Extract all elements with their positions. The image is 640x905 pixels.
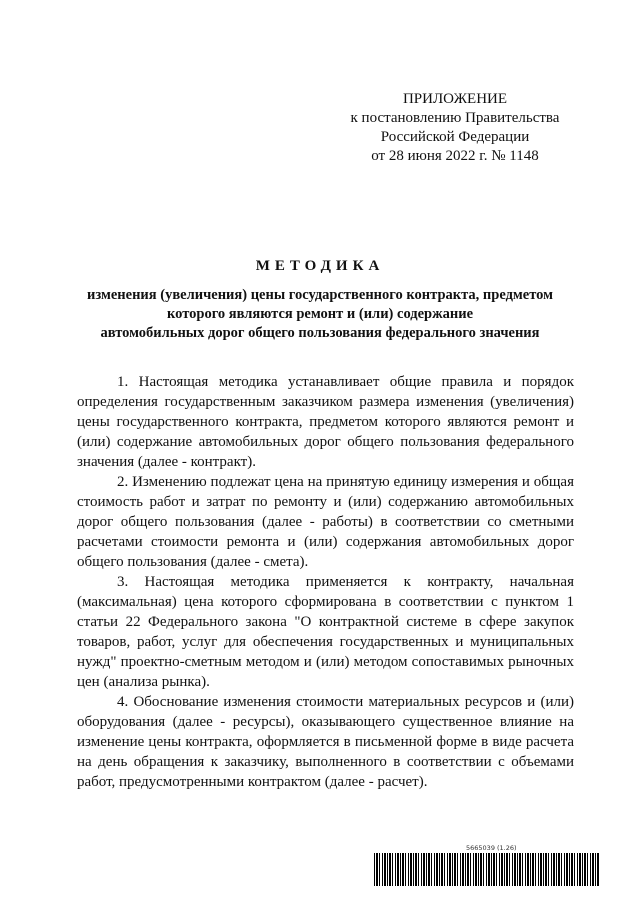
appendix-header bbox=[330, 90, 580, 166]
paragraph-4: 4. Обоснование изменения стоимости материальных ресурсов и (или) оборудования (далее - ресурсы), оказывающего существенное влияние на изменение цены контракта, оформляется в письменной форме в виде расчета на день обращения к заказчику, выполненного в соответствии с объемами работ, предусмотренными контрактом (далее - расчет). bbox=[77, 694, 574, 790]
barcode-icon bbox=[374, 853, 599, 886]
appendix-line-2: Российской Федерации bbox=[380, 129, 530, 145]
paragraph-1: 1. Настоящая методика устанавливает общие правила и порядок определения государственным заказчиком размера изменения (увеличения) цены государственного контракта, предметом которого являются ремонт и (или) содержание автомобильных дорог общего пользования федерального значения (далее - контракт). bbox=[77, 374, 574, 470]
paragraph-3: 3. Настоящая методика применяется к контракту, начальная (максимальная) цена которого сформирована в соответствии с пунктом 1 статьи 22 Федерального закона "О контрактной системе в сфере закупок товаров, работ, услуг для обеспечения государственных и муниципальных нужд" проектно-сметным методом и (или) методом сопоставимых рыночных цен (анализа рынка). bbox=[77, 574, 574, 690]
subtitle-line-3: автомобильных дорог общего пользования федерального значения bbox=[100, 325, 540, 341]
document-body bbox=[77, 372, 574, 792]
subtitle-line-1: изменения (увеличения) цены государственного контракта, предметом bbox=[86, 287, 554, 303]
appendix-line-3: от 28 июня 2022 г. № 1148 bbox=[371, 148, 539, 164]
document-subtitle bbox=[60, 286, 580, 343]
subtitle-line-2: которого являются ремонт и (или) содержание bbox=[166, 306, 474, 322]
appendix-title: ПРИЛОЖЕНИЕ bbox=[402, 91, 508, 107]
barcode-number: 5665039 (1.26) bbox=[466, 844, 517, 852]
paragraph-2: 2. Изменению подлежат цена на принятую единицу измерения и общая стоимость работ и затрат по ремонту и (или) содержанию автомобильных дорог общего пользования (далее - работы) в соответствии со сметными расчетами стоимости ремонта и (или) содержания автомобильных дорог общего пользования (далее - смета). bbox=[77, 474, 574, 570]
appendix-line-1: к постановлению Правительства bbox=[350, 110, 560, 126]
document-title: МЕТОДИКА bbox=[255, 258, 385, 274]
